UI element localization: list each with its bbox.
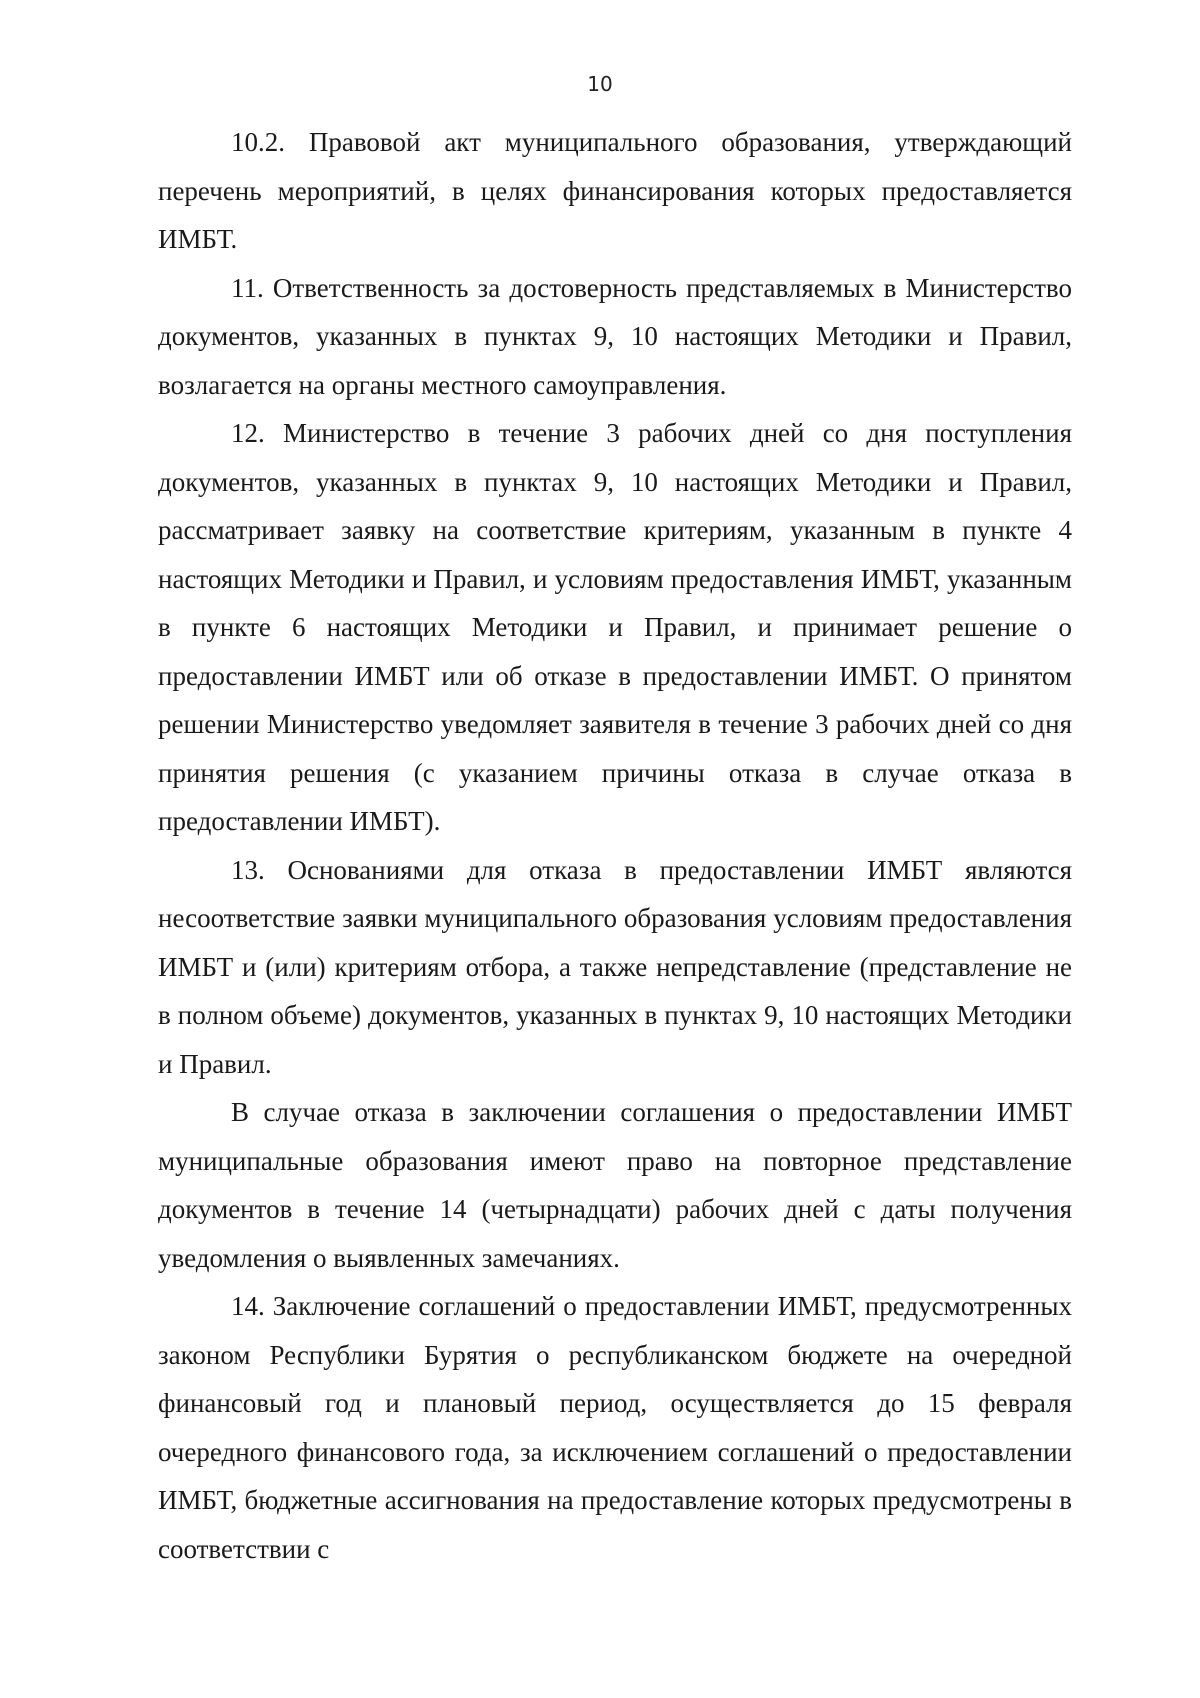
paragraph-11: 11. Ответственность за достоверность представляемых в Министерство документов, указанных в пунктах 9, 10 настоящих Методики и Правил, возлагается на органы местного самоуправления. — [158, 272, 1072, 400]
paragraph-13-refusal: В случае отказа в заключении соглашения о предоставлении ИМБТ муниципальные образования имеют право на повторное представление документов в течение 14 (четырнадцати) рабочих дней с даты получения уведомления о выявленных замечаниях. — [158, 1097, 1072, 1273]
paragraph-13: 13. Основаниями для отказа в предоставлении ИМБТ являются несоответствие заявки муниципального образования условиям предоставления ИМБТ и (или) критериям отбора, а также непредставление (представление не в полном объеме) документов, указанных в пунктах 9, 10 настоящих Методики и Правил. — [158, 854, 1072, 1079]
paragraph-12: 12. Министерство в течение 3 рабочих дней со дня поступления документов, указанных в пунктах 9, 10 настоящих Методики и Правил, рассматривает заявку на соответствие критериям, указанным в пункте 4 настоящих Методики и Правил, и условиям предоставления ИМБТ, указанным в пункте 6 настоящих Методики и Правил, и принимает решение о предоставлении ИМБТ или об отказе в предоставлении ИМБТ. О принятом решении Министерство уведомляет заявителя в течение 3 рабочих дней со дня принятия решения (с указанием причины отказа в случае отказа в предоставлении ИМБТ). — [158, 418, 1072, 836]
page-number: 10 — [587, 72, 613, 96]
paragraph-14: 14. Заключение соглашений о предоставлении ИМБТ, предусмотренных законом Республики Бурятия о республиканском бюджете на очередной финансовый год и плановый период, осуществляется до 15 февраля очередного финансового года, за исключением соглашений о предоставлении ИМБТ, бюджетные ассигнования на предоставление которых предусмотрены в соответствии с — [158, 1291, 1072, 1564]
paragraph-10-2: 10.2. Правовой акт муниципального образования, утверждающий перечень мероприятий, в целях финансирования которых предоставляется ИМБТ. — [158, 127, 1072, 254]
document-body — [158, 118, 1072, 1573]
